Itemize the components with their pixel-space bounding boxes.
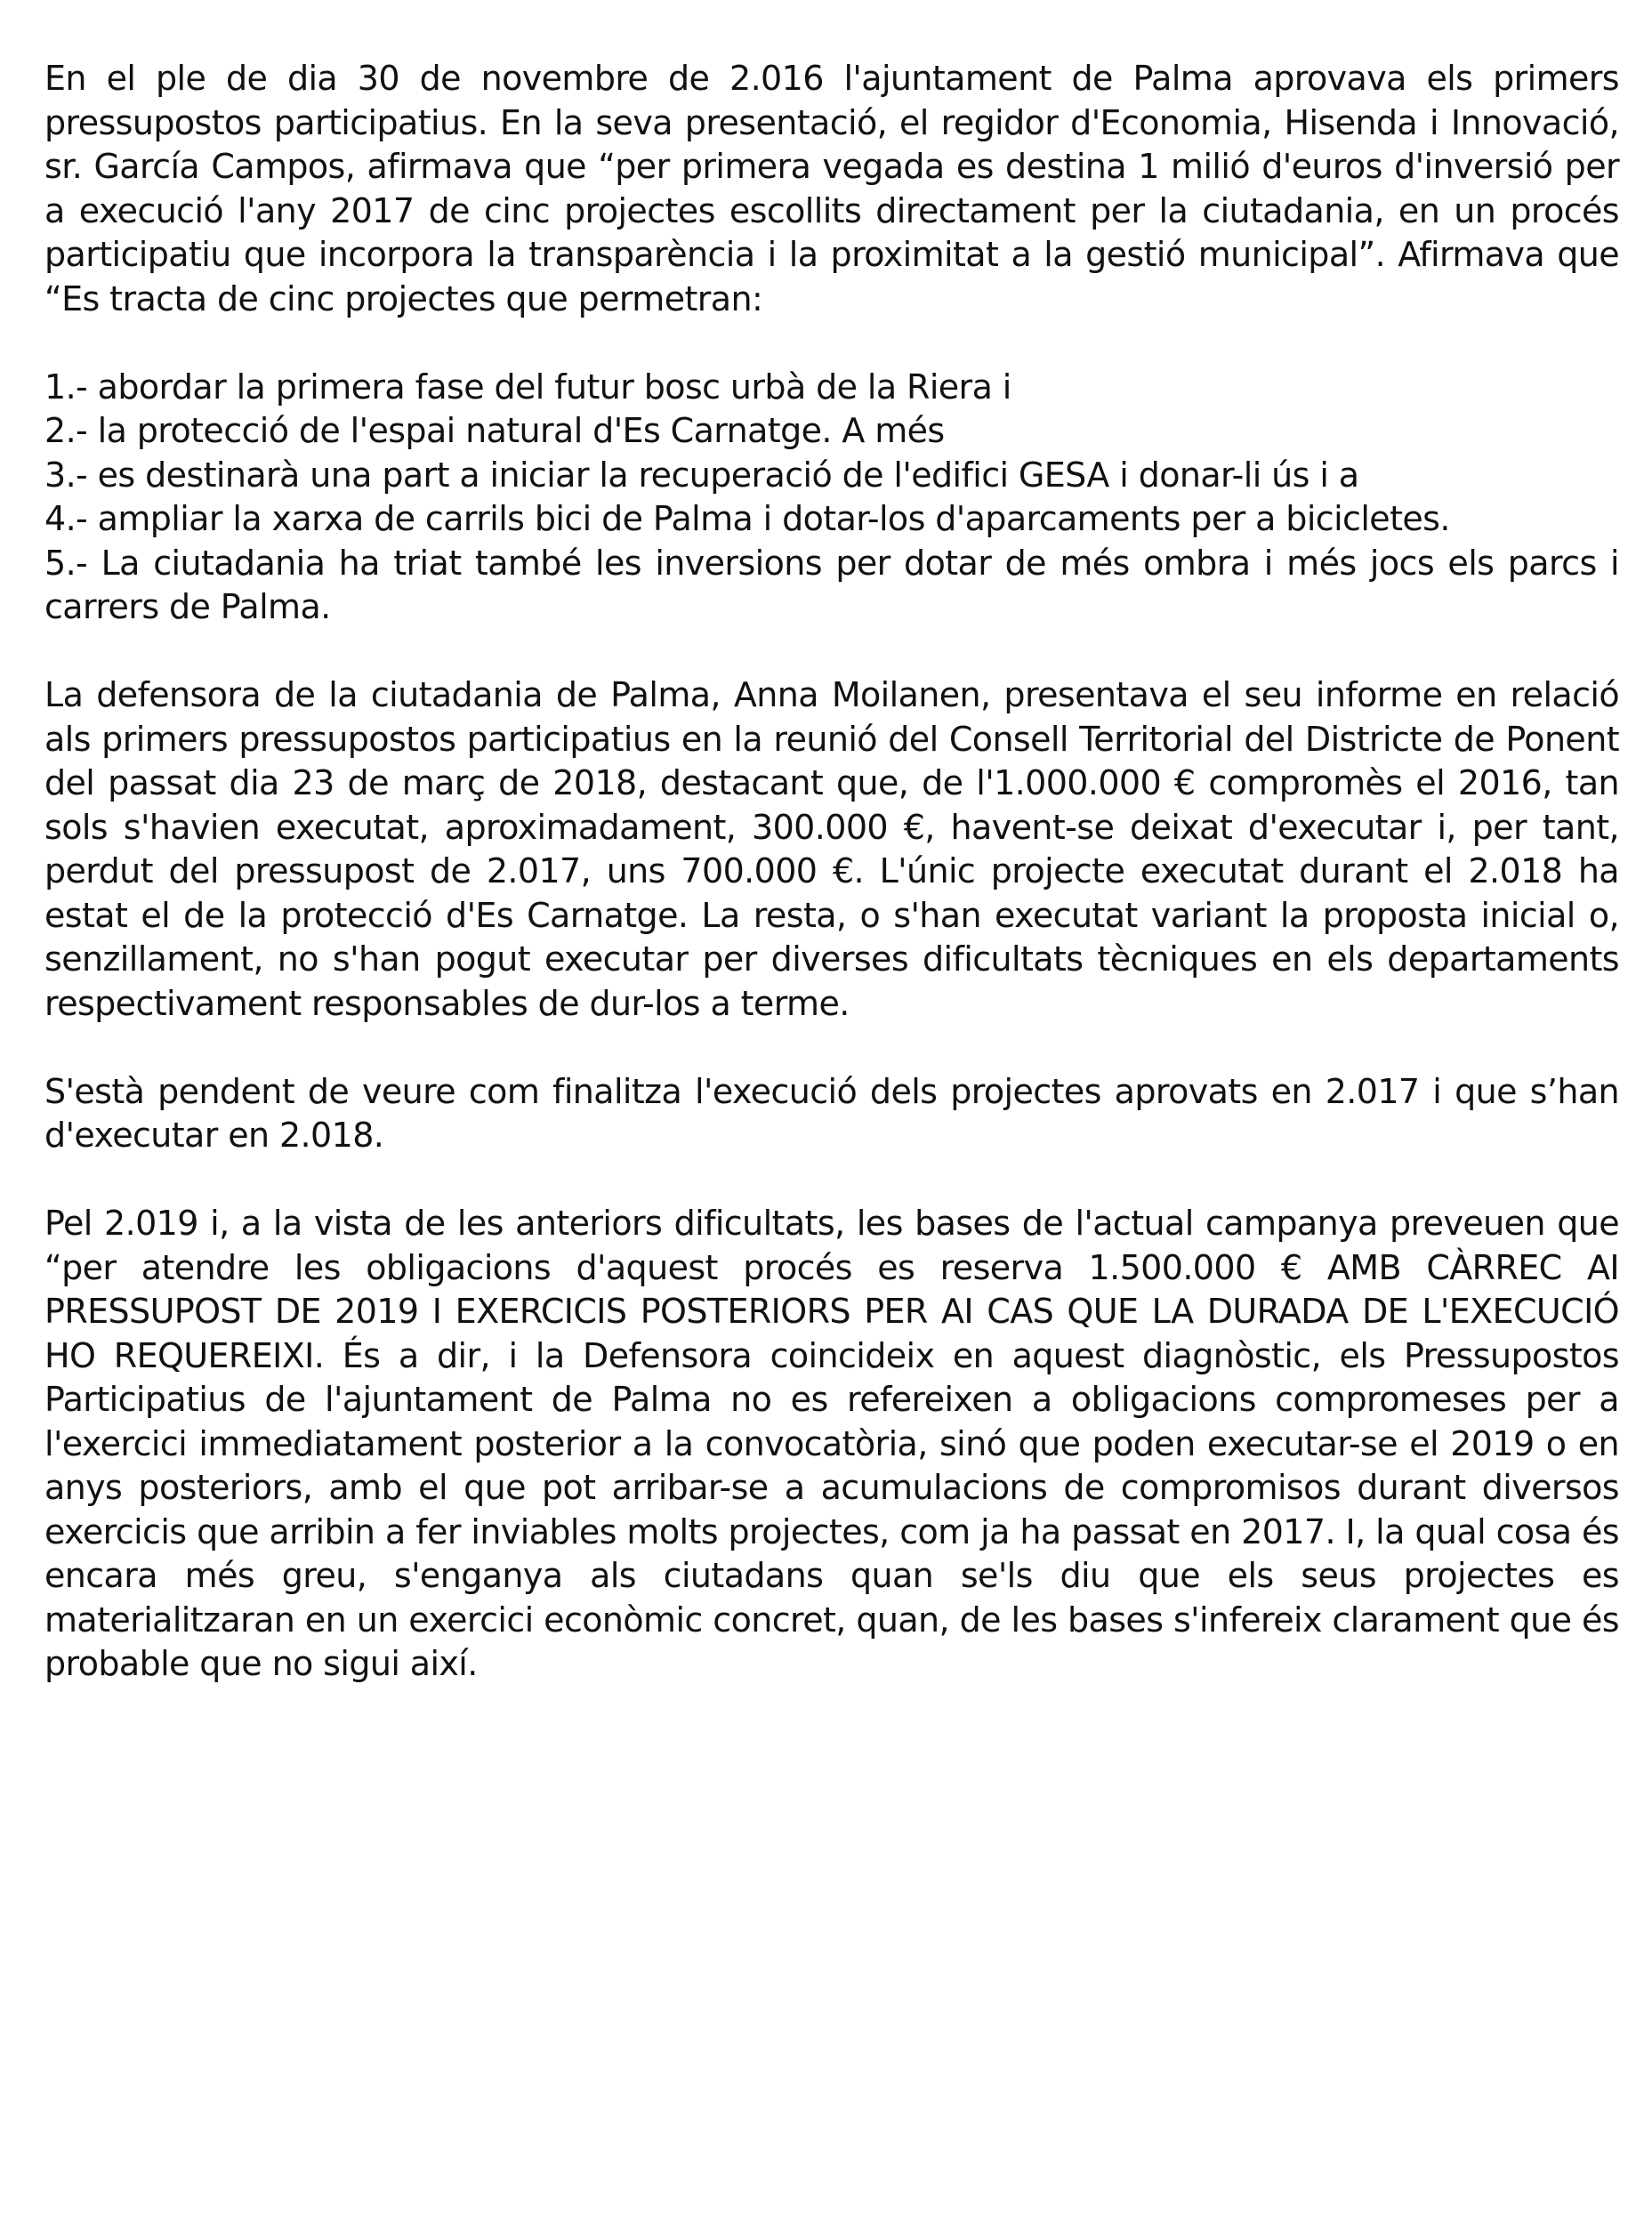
list-item: 2.- la protecció de l'espai natural d'Es Carnatge. A més xyxy=(44,411,945,450)
list-item: 5.- La ciutadania ha triat també les inversions per dotar de més ombra i més jocs els parcs i carrers de Palma. xyxy=(44,543,1619,626)
paragraph-defensora: La defensora de la ciutadania de Palma, Anna Moilanen, presentava el seu informe en relació als primers pressupostos participatius en la reunió del Consell Territorial del Districte de Ponent del passat dia 23 de març de 2018, destacant que, de l'1.000.000 € compromès el 2016, tan sols s'havien executat, aproximadament, 300.000 €, havent-se deixat d'executar i, per tant, perdut del pressupost de 2.017, uns 700.000 €. L'únic projecte executat durant el 2.018 ha estat el de la protecció d'Es Carnatge. La resta, o s'han executat variant la proposta inicial o, senzillament, no s'han pogut executar per diverses dificultats tècniques en els departaments respectivament responsables de dur-los a terme. xyxy=(44,675,1619,1023)
paragraph-intro: En el ple de dia 30 de novembre de 2.016 l'ajuntament de Palma aprovava els primers pressupostos participatius. En la seva presentació, el regidor d'Economia, Hisenda i Innovació, sr. García Campos, afirmava que “per primera vegada es destina 1 milió d'euros d'inversió per a execució l'any 2017 de cinc projectes escollits directament per la ciutadania, en un procés participatiu que incorpora la transparència i la proximitat a la gestió municipal”. Afirmava que “Es tracta de cinc projectes que permetran: xyxy=(44,59,1619,318)
list-item: 1.- abordar la primera fase del futur bosc urbà de la Riera i xyxy=(44,367,1011,407)
paragraph-2019: Pel 2.019 i, a la vista de les anteriors dificultats, les bases de l'actual campanya preveuen que “per atendre les obligacions d'aquest procés es reserva 1.500.000 € AMB CÀRREC AI PRESSUPOST DE 2019 I EXERCICIS POSTERIORS PER AI CAS QUE LA DURADA DE L'EXECUCIÓ HO REQUEREIXI. És a dir, i la Defensora coincideix en aquest diagnòstic, els Pressupostos Participatius de l'ajuntament de Palma no es refereixen a obligacions compromeses per a l'exercici immediatament posterior a la convocatòria, sinó que poden executar-se el 2019 o en anys posteriors, amb el que pot arribar-se a acumulacions de compromisos durant diversos exercicis que arribin a fer inviables molts projectes, com ja ha passat en 2017. I, la qual cosa és encara més greu, s'enganya als ciutadans quan se'ls diu que els seus projectes es materialitzaran en un exercici econòmic concret, quan, de les bases s'infereix clarament que és probable que no sigui així. xyxy=(44,1204,1619,1683)
list-item: 4.- ampliar la xarxa de carrils bici de Palma i dotar-los d'aparcaments per a bicicletes. xyxy=(44,499,1450,538)
document-body xyxy=(44,57,1619,1687)
project-list xyxy=(44,366,1619,630)
list-item: 3.- es destinarà una part a iniciar la recuperació de l'edifici GESA i donar-li ús i a xyxy=(44,455,1359,495)
paragraph-pending: S'està pendent de veure com finalitza l'execució dels projectes aprovats en 2.017 i que s’han d'executar en 2.018. xyxy=(44,1071,1619,1155)
